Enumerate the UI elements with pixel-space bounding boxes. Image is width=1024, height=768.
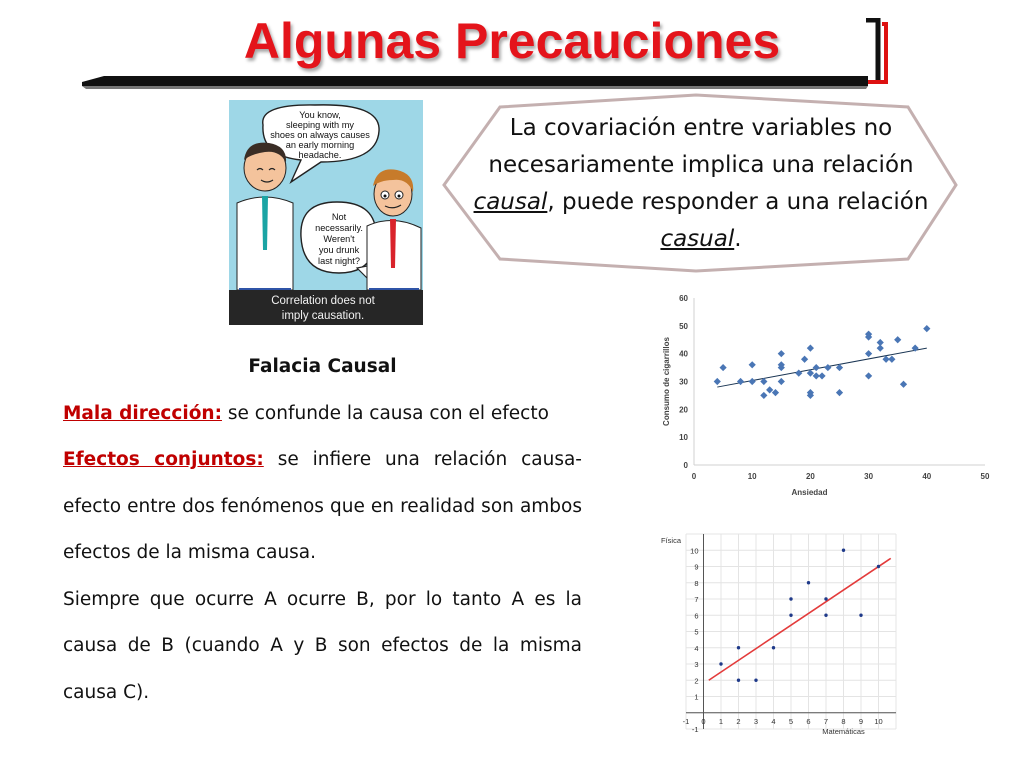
y-tick-label: 2 xyxy=(694,676,699,686)
y-tick-label: 60 xyxy=(679,294,688,303)
x-tick-label: 3 xyxy=(753,716,759,726)
data-point xyxy=(818,372,825,379)
y-tick-label: -1 xyxy=(691,725,699,734)
y-tick-label: 7 xyxy=(694,595,699,604)
item-1-label: Mala dirección: xyxy=(63,402,222,424)
page-title: Algunas Precauciones xyxy=(243,13,781,69)
data-point xyxy=(824,364,831,371)
fallacy-item-3: Siempre que ocurre A ocurre B, por lo tanto A es la causa de B (cuando A y B son efectos de la misma causa C). xyxy=(63,588,582,703)
y-tick-label: 1 xyxy=(694,692,699,702)
x-tick-label: 0 xyxy=(691,472,697,481)
x-axis-title: Matemáticas xyxy=(822,726,865,736)
data-point xyxy=(865,350,872,357)
item-1-text: se confunde la causa con el efecto xyxy=(221,402,549,424)
y-tick-label: 6 xyxy=(694,611,699,621)
item-2-colon: : xyxy=(256,449,264,470)
data-point xyxy=(778,378,785,385)
data-point xyxy=(877,565,880,568)
speech-bubble-2-line: Weren't xyxy=(323,234,355,244)
correlation-cartoon xyxy=(229,100,423,325)
quote-text-3: . xyxy=(734,226,742,252)
data-point xyxy=(772,646,775,649)
data-point xyxy=(824,597,827,600)
data-point xyxy=(789,614,792,617)
trend-line xyxy=(709,558,891,680)
x-tick-label: 2 xyxy=(736,716,741,726)
x-tick-label: 50 xyxy=(980,472,990,481)
data-point xyxy=(894,336,901,343)
fallacy-heading: Falacia Causal xyxy=(248,356,397,377)
x-tick-label: 0 xyxy=(701,716,706,726)
y-tick-label: 4 xyxy=(694,643,699,653)
quote-word-casual: casual xyxy=(660,226,735,252)
x-tick-label: 10 xyxy=(747,472,757,481)
data-point xyxy=(801,356,808,363)
data-point xyxy=(807,581,810,584)
quote-text-1: La covariación entre variables no necesariamente implica una relación xyxy=(488,115,914,178)
x-tick-label: 9 xyxy=(858,716,864,726)
y-tick-label: 5 xyxy=(694,627,699,637)
caption-line: imply causation. xyxy=(281,310,365,322)
x-tick-label: 1 xyxy=(718,716,724,726)
fallacy-item-2 xyxy=(63,437,582,577)
data-point xyxy=(923,325,930,332)
speech-bubble-2-line: Not xyxy=(331,212,347,222)
x-tick-label: 30 xyxy=(864,472,874,481)
fallacy-item-1 xyxy=(63,391,582,438)
title-bracket xyxy=(864,18,890,86)
data-point xyxy=(714,378,721,385)
data-point xyxy=(760,392,767,399)
x-tick-label: -1 xyxy=(682,716,690,726)
data-point xyxy=(720,364,727,371)
data-point xyxy=(888,356,895,363)
x-tick-label: 40 xyxy=(922,472,932,481)
caption-line: Correlation does not xyxy=(271,295,375,307)
data-point xyxy=(737,679,740,682)
data-point xyxy=(749,378,756,385)
data-point xyxy=(795,370,802,377)
data-point xyxy=(789,597,792,600)
x-tick-label: 20 xyxy=(805,472,815,481)
item-2-text: se infiere una relación causa-efecto entre dos fenómenos que en realidad son ambos efectos de la misma causa. xyxy=(63,449,582,563)
speech-bubble-1-line: headache. xyxy=(298,150,342,160)
data-point xyxy=(836,389,843,396)
covariation-quote xyxy=(446,110,956,258)
y-tick-label: 20 xyxy=(679,405,688,415)
data-point xyxy=(719,662,722,665)
item-2-label: Efectos conjuntos xyxy=(63,449,257,470)
speech-bubble-1-line: shoes on always causes xyxy=(270,130,370,140)
y-tick-label: 9 xyxy=(694,562,699,572)
speech-bubble-2-line: you drunk xyxy=(318,245,360,255)
anxiety-smoking-scatter xyxy=(652,288,997,503)
x-tick-label: 7 xyxy=(823,716,829,726)
y-tick-label: 30 xyxy=(679,377,688,387)
speech-bubble-2-line: last night? xyxy=(318,256,360,266)
y-tick-label: 10 xyxy=(679,433,688,443)
x-tick-label: 4 xyxy=(771,716,776,726)
speech-bubble-2-line: necessarily. xyxy=(315,223,363,233)
x-tick-label: 6 xyxy=(806,716,811,726)
x-tick-label: 8 xyxy=(841,716,846,726)
data-point xyxy=(778,350,785,357)
quote-word-causal: causal xyxy=(473,189,548,215)
data-point xyxy=(807,345,814,352)
data-point xyxy=(877,339,884,346)
speech-bubble-1-line: sleeping with my xyxy=(286,120,354,130)
data-point xyxy=(859,614,862,617)
y-tick-label: 10 xyxy=(690,546,699,556)
y-tick-label: 50 xyxy=(679,321,688,331)
math-physics-scatter xyxy=(651,526,901,752)
data-point xyxy=(737,646,740,649)
y-axis-title: Física xyxy=(661,536,682,545)
fallacy-explanation xyxy=(63,344,582,716)
data-point xyxy=(842,549,845,552)
y-tick-label: 40 xyxy=(679,349,688,359)
data-point xyxy=(754,679,757,682)
y-tick-label: 3 xyxy=(694,660,699,669)
title-underline xyxy=(82,76,886,90)
trend-line xyxy=(717,348,927,387)
data-point xyxy=(813,364,820,371)
speech-bubble-1-line: You know, xyxy=(299,110,341,120)
data-point xyxy=(749,361,756,368)
x-tick-label: 5 xyxy=(788,716,794,726)
x-axis-title: Ansiedad xyxy=(791,488,828,497)
y-tick-label: 0 xyxy=(683,461,688,470)
data-point xyxy=(824,614,827,617)
data-point xyxy=(737,378,744,385)
data-point xyxy=(900,381,907,388)
quote-text-2: , puede responder a una relación xyxy=(547,189,929,215)
x-tick-label: 10 xyxy=(874,716,883,726)
y-axis-title: Consumo de cigarrillos xyxy=(662,337,671,426)
speech-bubble-1-line: an early morning xyxy=(285,140,355,150)
y-tick-label: 8 xyxy=(694,578,699,588)
data-point xyxy=(865,372,872,379)
